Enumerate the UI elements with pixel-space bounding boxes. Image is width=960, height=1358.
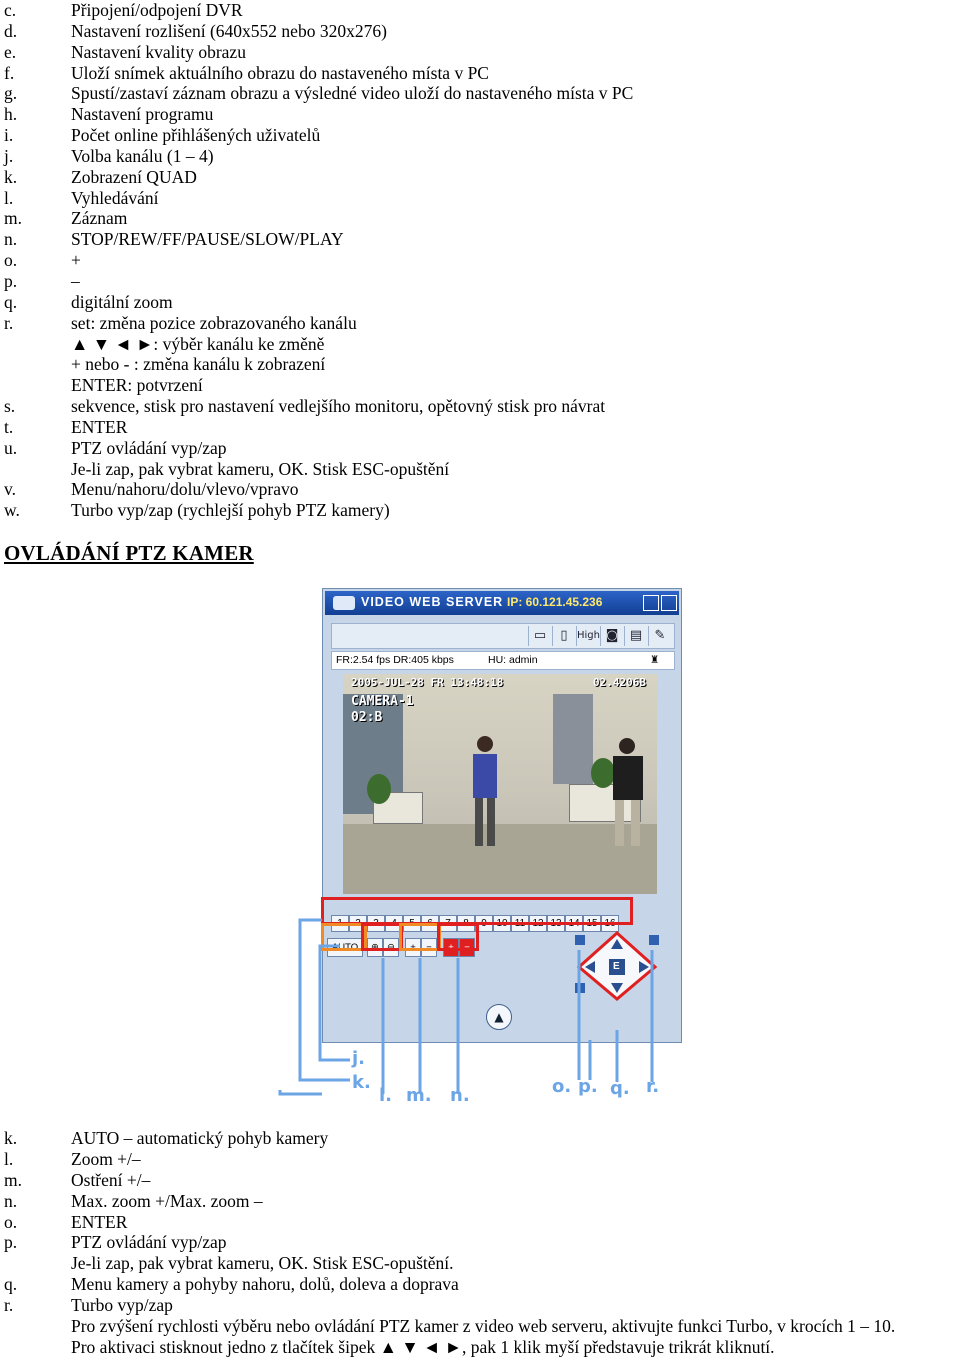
list-item-text: sekvence, stisk pro nastavení vedlejšího monitoru, opětovný stisk pro návrat xyxy=(71,396,606,417)
list-item-text: ENTER: potvrzení xyxy=(71,375,203,396)
list-item-key: m. xyxy=(4,1169,22,1190)
osd-code: 02.4206B xyxy=(593,676,646,689)
list-item-text: AUTO – automatický pohyb kamery xyxy=(71,1128,329,1148)
channel-button-5[interactable]: 5 xyxy=(403,915,421,932)
list-item-text: ▲ ▼ ◄ ►: výběr kanálu ke změně xyxy=(71,333,325,354)
users-icon: ♜ xyxy=(650,654,660,666)
ip-address: IP: 60.121.45.236 xyxy=(507,595,603,609)
list-item-text: Nastavení kvality obrazu xyxy=(71,41,246,62)
channel-button-12[interactable]: 12 xyxy=(529,915,547,932)
list-item-text: Nastavení programu xyxy=(71,104,214,125)
list-item-key: j. xyxy=(4,145,14,166)
list-item-text: Menu kamery a pohyby nahoru, dolů, doleva a doprava xyxy=(71,1274,459,1295)
zoom-in-icon[interactable]: ⊕ xyxy=(367,938,383,957)
channel-button-14[interactable]: 14 xyxy=(565,915,583,932)
list-item-key: v. xyxy=(4,479,16,500)
callout-r: r. xyxy=(646,1076,660,1097)
callout-line xyxy=(320,946,350,1060)
list-item-key: t. xyxy=(4,416,14,437)
osd-channel: 02:B xyxy=(351,710,383,725)
list-item-key: u. xyxy=(4,437,18,458)
callout-l: l. xyxy=(379,1085,393,1106)
list-item-key: m. xyxy=(4,208,22,229)
eject-icon[interactable]: ▲ xyxy=(486,1004,512,1030)
list-item-key: c. xyxy=(4,0,17,20)
list-item-key: e. xyxy=(4,41,17,62)
callout-line xyxy=(300,920,350,1080)
list-item xyxy=(0,1232,960,1253)
list-item-key: p. xyxy=(4,1232,18,1253)
user-readout: HU: admin xyxy=(488,654,538,666)
list-item-text: + nebo - : změna kanálu k zobrazení xyxy=(71,354,326,375)
list-item-key: n. xyxy=(4,229,18,250)
callout-m: m. xyxy=(406,1085,432,1106)
frame-rate-readout: FR:2.54 fps DR:405 kbps xyxy=(336,654,454,666)
callout-n: n. xyxy=(450,1085,470,1106)
list-item xyxy=(0,1149,960,1170)
list-item-text: Je-li zap, pak vybrat kameru, OK. Stisk ESC-opuštění xyxy=(71,458,450,479)
max-zoom-minus-icon[interactable]: − xyxy=(459,938,475,957)
channel-button-15[interactable]: 15 xyxy=(583,915,601,932)
focus-minus-icon[interactable]: − xyxy=(421,938,437,957)
list-item-key: r. xyxy=(4,312,14,333)
list-item-text: set: změna pozice zobrazovaného kanálu xyxy=(71,312,357,333)
osd-camera: CAMERA-1 xyxy=(351,694,414,709)
list-item-key: p. xyxy=(4,270,18,291)
list-item-key: l. xyxy=(4,1148,14,1169)
list-item-text: Počet online přihlášených uživatelů xyxy=(71,125,321,146)
list-item-text: Zobrazení QUAD xyxy=(71,166,197,187)
list-item-key: l. xyxy=(4,187,14,208)
connect-icon[interactable]: ▭ xyxy=(528,626,551,646)
list-item-key: q. xyxy=(4,291,18,312)
list-item-text: Záznam xyxy=(71,208,128,229)
channel-button-7[interactable]: 7 xyxy=(439,915,457,932)
channel-button-9[interactable]: 9 xyxy=(475,915,493,932)
list-item xyxy=(0,1316,960,1337)
list-item-text: Menu/nahoru/dolu/vlevo/vpravo xyxy=(71,479,299,500)
list-item-key: d. xyxy=(4,20,18,41)
callout-p: p. xyxy=(578,1076,598,1097)
list-item-key: o. xyxy=(4,1211,18,1232)
list-item-key: r. xyxy=(4,1295,14,1316)
list-item xyxy=(0,1170,960,1191)
channel-button-4[interactable]: 4 xyxy=(385,915,403,932)
window-title: VIDEO WEB SERVER xyxy=(361,595,504,609)
callout-q: q. xyxy=(610,1078,630,1099)
callout-k: k. xyxy=(352,1072,371,1093)
list-item-text: Turbo vyp/zap xyxy=(71,1295,173,1316)
resolution-icon[interactable]: ▯ xyxy=(552,626,575,646)
list-item-key: n. xyxy=(4,1190,18,1211)
list-item-text: Ostření +/– xyxy=(71,1169,151,1190)
list-item-key: k. xyxy=(4,166,18,187)
list-item-text: Max. zoom +/Max. zoom – xyxy=(71,1190,263,1211)
quality-button[interactable]: High xyxy=(576,626,599,646)
list-item xyxy=(0,1212,960,1233)
list-item-key: k. xyxy=(4,1128,18,1148)
list-item-key: w. xyxy=(4,500,20,521)
settings-icon[interactable]: ✎ xyxy=(648,626,671,646)
list-item-key: f. xyxy=(4,62,15,83)
snapshot-icon[interactable]: ◙ xyxy=(600,626,623,646)
list-item-text: Připojení/odpojení DVR xyxy=(71,0,243,20)
list-item-text: ENTER xyxy=(71,1211,128,1232)
callout-line xyxy=(280,1090,322,1094)
list-item xyxy=(0,1191,960,1212)
list-item-text: STOP/REW/FF/PAUSE/SLOW/PLAY xyxy=(71,229,344,250)
channel-button-3[interactable]: 3 xyxy=(367,915,385,932)
channel-button-2[interactable]: 2 xyxy=(349,915,367,932)
list-item-text: Zoom +/– xyxy=(71,1148,141,1169)
list-item-key: g. xyxy=(4,83,18,104)
channel-button-16[interactable]: 16 xyxy=(601,915,619,932)
list-item-key: s. xyxy=(4,396,16,417)
list-item-text: + xyxy=(71,250,81,271)
list-item-text: Volba kanálu (1 – 4) xyxy=(71,145,214,166)
list-item-text: Spustí/zastaví záznam obrazu a výsledné video uloží do nastaveného místa v PC xyxy=(71,83,634,104)
list-item xyxy=(0,1337,960,1358)
channel-button-11[interactable]: 11 xyxy=(511,915,529,932)
channel-button-6[interactable]: 6 xyxy=(421,915,439,932)
channel-button-8[interactable]: 8 xyxy=(457,915,475,932)
list-item-text: PTZ ovládání vyp/zap xyxy=(71,1232,227,1253)
list-item xyxy=(0,1253,960,1274)
list-item-text: PTZ ovládání vyp/zap xyxy=(71,437,227,458)
list-item-text: Vyhledávání xyxy=(71,187,159,208)
list-item-text: ENTER xyxy=(71,416,128,437)
list-item xyxy=(0,1295,960,1316)
list-item-text: Pro zvýšení rychlosti výběru nebo ovládání PTZ kamer z video web serveru, aktivujte funkci Turbo, v krocích 1 – 10. xyxy=(71,1316,896,1337)
focus-plus-icon[interactable]: + xyxy=(405,938,421,957)
list-item-key: q. xyxy=(4,1274,18,1295)
list-item-key: o. xyxy=(4,250,18,271)
dpad-center-label: E xyxy=(613,961,620,972)
list-item-text: – xyxy=(71,270,80,291)
list-item-text: Uloží snímek aktuálního obrazu do nastaveného místa v PC xyxy=(71,62,489,83)
callout-o: o. xyxy=(552,1076,572,1097)
osd-timestamp: 2005-JUL-28 FR 13:48:18 xyxy=(351,676,504,689)
max-zoom-plus-icon[interactable]: + xyxy=(443,938,459,957)
channel-button-13[interactable]: 13 xyxy=(547,915,565,932)
auto-button[interactable]: AUTO xyxy=(327,938,363,957)
bottom-list xyxy=(0,1128,960,1358)
list-item-text: Pro aktivaci stisknout jedno z tlačítek šipek ▲ ▼ ◄ ►, pak 1 klik myší představuje trikrát kliknutí. xyxy=(71,1336,775,1357)
channel-button-10[interactable]: 10 xyxy=(493,915,511,932)
list-item-key: h. xyxy=(4,104,18,125)
list-item xyxy=(0,1128,960,1149)
list-item-text: Je-li zap, pak vybrat kameru, OK. Stisk ESC-opuštění. xyxy=(71,1253,454,1274)
list-item-text: Nastavení rozlišení (640x552 nebo 320x276) xyxy=(71,20,387,41)
list-item-key: i. xyxy=(4,125,14,146)
zoom-out-icon[interactable]: ⊖ xyxy=(383,938,399,957)
section-heading: OVLÁDÁNÍ PTZ KAMER xyxy=(4,541,254,565)
callout-j: j. xyxy=(352,1048,366,1069)
channel-button-1[interactable]: 1 xyxy=(331,915,349,932)
list-item-text: digitální zoom xyxy=(71,291,173,312)
list-item-text: Turbo vyp/zap (rychlejší pohyb PTZ kamery) xyxy=(71,500,390,521)
list-item xyxy=(0,1274,960,1295)
record-icon[interactable]: ▤ xyxy=(624,626,647,646)
